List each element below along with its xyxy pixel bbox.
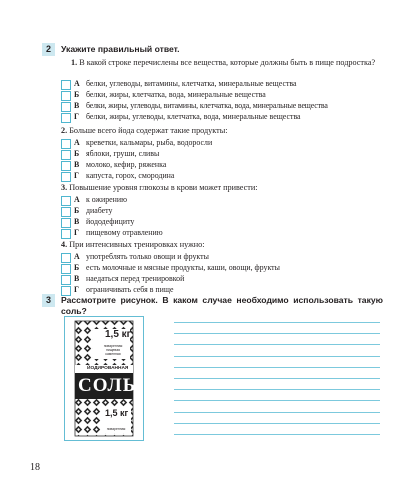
answer-checkbox[interactable] <box>61 207 71 217</box>
question-1-text: В какой строке перечислены все вещества, которые должны быть в пище подростка? <box>79 58 376 67</box>
question-3-text: Повышение уровня глюкозы в крови может привести: <box>69 183 258 192</box>
package-small-line-2: пищевая <box>106 348 120 352</box>
option-text: креветки, кальмары, рыба, водоросли <box>86 138 213 147</box>
answer-line[interactable] <box>174 344 380 345</box>
salt-package-picture <box>64 316 144 441</box>
option-letter: А <box>74 79 80 88</box>
answer-checkbox[interactable] <box>61 139 71 149</box>
answer-line[interactable] <box>174 322 380 323</box>
option-text: молоко, кефир, ряженка <box>86 160 167 169</box>
option-text: к ожирению <box>86 195 128 204</box>
question-4 <box>61 240 381 250</box>
option-letter: А <box>74 252 80 261</box>
package-small-line-1: поваренная <box>103 344 123 348</box>
answer-line[interactable] <box>174 367 380 368</box>
question-2 <box>61 126 381 136</box>
package-weight-bottom: 1,5 кг <box>105 408 129 418</box>
option-letter: Б <box>74 206 80 215</box>
answer-checkbox[interactable] <box>61 275 71 285</box>
package-weight-top: 1,5 кг <box>105 329 131 340</box>
question-2-number: 2. <box>61 126 68 135</box>
option-letter: Г <box>74 228 80 237</box>
answer-line[interactable] <box>174 333 380 334</box>
option-text: белки, жиры, углеводы, клетчатка, вода, минеральные вещества <box>86 112 301 121</box>
question-2-text: Больше всего йода содержат такие продукты: <box>69 126 228 135</box>
option-text: белки, жиры, углеводы, витамины, клетчатка, вода, минеральные вещества <box>86 101 328 110</box>
question-4-text: При интенсивных тренировках нужно: <box>69 240 205 249</box>
question-4-number: 4. <box>61 240 68 249</box>
answer-line[interactable] <box>174 378 380 379</box>
package-salt-word: СОЛЬ <box>78 375 137 396</box>
task-3-number: 3 <box>42 294 55 307</box>
option-letter: Б <box>74 263 80 272</box>
task-3-title: Рассмотрите рисунок. В каком случае необходимо использовать такую соль? <box>61 295 383 316</box>
answer-checkbox[interactable] <box>61 253 71 263</box>
question-3 <box>61 183 381 193</box>
answer-checkbox[interactable] <box>61 113 71 123</box>
option-text: белки, углеводы, витамины, клетчатка, минеральные вещества <box>86 79 297 88</box>
option-text: ограничивать себя в пище <box>86 285 174 294</box>
task-2-number: 2 <box>42 43 55 56</box>
option-letter: Г <box>74 112 80 121</box>
question-1-number: 1. <box>71 58 78 67</box>
option-letter: Г <box>74 285 80 294</box>
answer-checkbox[interactable] <box>61 264 71 274</box>
answer-checkbox[interactable] <box>61 91 71 101</box>
option-text: яблоки, груши, сливы <box>86 149 160 158</box>
question-1 <box>61 58 381 68</box>
option-text: есть молочные и мясные продукты, каши, овощи, фрукты <box>86 263 280 272</box>
answer-checkbox[interactable] <box>61 150 71 160</box>
answer-line[interactable] <box>174 389 380 390</box>
option-letter: В <box>74 160 80 169</box>
answer-line[interactable] <box>174 400 380 401</box>
answer-checkbox[interactable] <box>61 218 71 228</box>
answer-line[interactable] <box>174 434 380 435</box>
answer-line[interactable] <box>174 412 380 413</box>
package-iodized-label: ЙОДИРОВАННАЯ <box>87 366 129 371</box>
package-small-line-3: каменная <box>105 352 121 356</box>
option-text: диабету <box>86 206 113 215</box>
option-text: белки, жиры, клетчатка, вода, минеральные вещества <box>86 90 266 99</box>
option-letter: Б <box>74 90 80 99</box>
answer-checkbox[interactable] <box>61 102 71 112</box>
option-text: употреблять только овощи и фрукты <box>86 252 209 261</box>
answer-checkbox[interactable] <box>61 196 71 206</box>
option-letter: Г <box>74 171 80 180</box>
answer-line[interactable] <box>174 356 380 357</box>
answer-checkbox[interactable] <box>61 161 71 171</box>
answer-checkbox[interactable] <box>61 172 71 182</box>
answer-line[interactable] <box>174 423 380 424</box>
answer-checkbox[interactable] <box>61 80 71 90</box>
question-3-number: 3. <box>61 183 68 192</box>
package-bottom-small: поваренная <box>106 427 126 431</box>
answer-checkbox[interactable] <box>61 229 71 239</box>
option-text: пищевому отравлению <box>86 228 163 237</box>
option-letter: А <box>74 195 80 204</box>
option-letter: В <box>74 274 80 283</box>
option-letter: В <box>74 101 80 110</box>
task-2-title: Укажите правильный ответ. <box>61 44 180 54</box>
option-text: капуста, горох, смородина <box>86 171 175 180</box>
option-letter: В <box>74 217 80 226</box>
option-letter: А <box>74 138 80 147</box>
option-text: йододефициту <box>86 217 135 226</box>
option-text: наедаться перед тренировкой <box>86 274 185 283</box>
option-letter: Б <box>74 149 80 158</box>
page-number: 18 <box>30 462 40 473</box>
